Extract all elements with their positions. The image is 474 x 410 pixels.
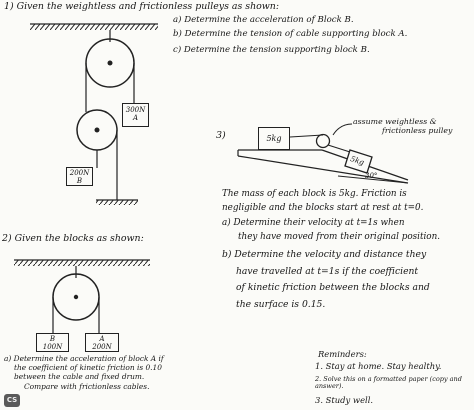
problem2-block-a	[85, 333, 119, 352]
problem1-block-a	[122, 103, 149, 127]
problem1-block-b-mass: 200N	[69, 169, 90, 177]
problem1-cables	[86, 63, 134, 200]
problem1-question-a: a) Determine the acceleration of Block B.	[173, 15, 354, 25]
problem3-surface	[238, 150, 408, 183]
problem3-angle: 30°	[365, 172, 378, 180]
problem2-block-a-mass: 200N	[92, 343, 112, 351]
problem2-question-line2: the coefficient of kinetic friction is 0.10	[14, 363, 162, 372]
problem2-question-line4: Compare with frictionless cables.	[24, 382, 150, 391]
problem3-text-line5: b) Determine the velocity and distance they	[222, 249, 427, 260]
problem3-text-line1: The mass of each block is 5kg. Friction is	[222, 189, 407, 199]
problem3-annotation-line2: frictionless pulley	[382, 126, 453, 135]
problem3-pulley-and-cable	[290, 124, 352, 152]
problem3-text-line8: the surface is 0.15.	[236, 299, 326, 310]
problem1-fixed-pulley	[86, 30, 134, 87]
problem2-drum	[53, 266, 99, 333]
problem1-title: 1) Given the weightless and frictionless pulleys as shown:	[4, 1, 279, 12]
problem1-moving-pulley	[77, 110, 117, 150]
problem2-ceiling	[14, 260, 150, 266]
problem2-question-line3: between the cable and fixed drum.	[14, 372, 145, 381]
problem1-block-a-mass: 300N	[125, 106, 146, 114]
reminder-item-2: 2. Solve this on a formatted paper (copy and answer).	[315, 375, 462, 391]
reminders-title: Reminders:	[318, 349, 367, 359]
problem1-block-b	[66, 167, 93, 186]
problem2-block-b-label: B	[49, 335, 56, 343]
problem1-ceiling	[30, 24, 158, 30]
problem3-text-line2: negligible and the blocks start at rest at t=0.	[222, 203, 424, 213]
problem2-block-a-label: A	[99, 335, 105, 343]
camscanner-watermark: CS	[4, 394, 20, 407]
problem3-annotation-line1: assume weightless &	[353, 117, 437, 126]
problem3-block-top-mass: 5kg	[266, 134, 282, 143]
reminder-item-3: 3. Study well.	[315, 395, 374, 405]
problem3-block-top	[258, 127, 290, 150]
problem1-block-a-label: A	[132, 114, 139, 122]
problem2-block-b-mass: 100N	[42, 343, 63, 351]
problem2-title: 2) Given the blocks as shown:	[2, 233, 144, 244]
problem1-question-b: b) Determine the tension of cable supporting block A.	[173, 29, 408, 39]
problem1-block-b-label: B	[76, 177, 83, 185]
problem2-block-b	[36, 333, 69, 352]
problem2-question-line1: a) Determine the acceleration of block A if	[4, 354, 164, 363]
problem1-floor	[96, 200, 138, 205]
problem1-question-c: c) Determine the tension supporting block B.	[173, 45, 370, 55]
problem3-text-line6: have travelled at t=1s if the coefficient	[236, 266, 419, 277]
problem3-text-line4: they have moved from their original position.	[238, 232, 441, 242]
reminder-item-1: 1. Stay at home. Stay healthy.	[315, 361, 442, 371]
problem3-number: 3)	[216, 130, 226, 141]
problem3-text-line3: a) Determine their velocity at t=1s when	[222, 218, 405, 228]
problem3-text-line7: of kinetic friction between the blocks and	[236, 282, 430, 293]
problem3-block-incline-mass: 5kg	[349, 154, 366, 168]
